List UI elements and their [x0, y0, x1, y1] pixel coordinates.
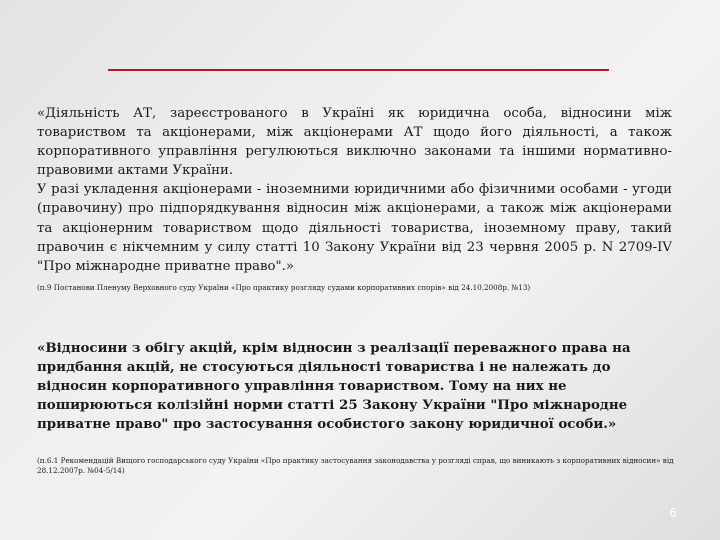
- quote-block-2: «Відносини з обігу акцій, крім відносин з реалізації переважного права на придбання акцій, не стосуються діяльності товариства і не належать до відносин корпоративного управління товариством. Тому на них не поширюються колізійні норми статті 25 Закону України "Про міжнародне приватне право" про застосування особистого закону юридичної особи.»: [37, 340, 631, 432]
- quote1-paragraph-2: У разі укладення акціонерами - іноземними юридичними або фізичними особами - угоди (правочину) про підпорядкування відносин між акціонерами, а також між акціонерами та акціонерним товариством щодо діяльності товариства, іноземному праву, такий правочин є нікчемним у силу статті 10 Закону України від 23 червня 2005 р. N 2709-IV "Про міжнародне приватне право".»: [37, 182, 672, 274]
- page-number: 6: [669, 506, 677, 520]
- source-citation-2: (п.6.1 Рекомендацій Вищого господарського суду України «Про практику застосування законодавства у розгляді справ, що виникають з корпоративних відносин» від 28.12.2007р. №04-5/14): [37, 456, 674, 475]
- title-divider-line: [108, 69, 609, 71]
- quote-block-1: [37, 104, 672, 276]
- quote1-paragraph-1: «Діяльність АТ, зареєстрованого в Україні як юридична особа, відносини між товариством та акціонерами, між акціонерами АТ щодо його діяльності, а також корпоративного управління регулюються виключно законами та іншими нормативно-правовими актами України.: [37, 106, 672, 179]
- source-citation-1: (п.9 Постанови Пленуму Верховного суду України «Про практику розгляду судами корпоративних спорів» від 24.10.2008р. №13): [37, 283, 531, 292]
